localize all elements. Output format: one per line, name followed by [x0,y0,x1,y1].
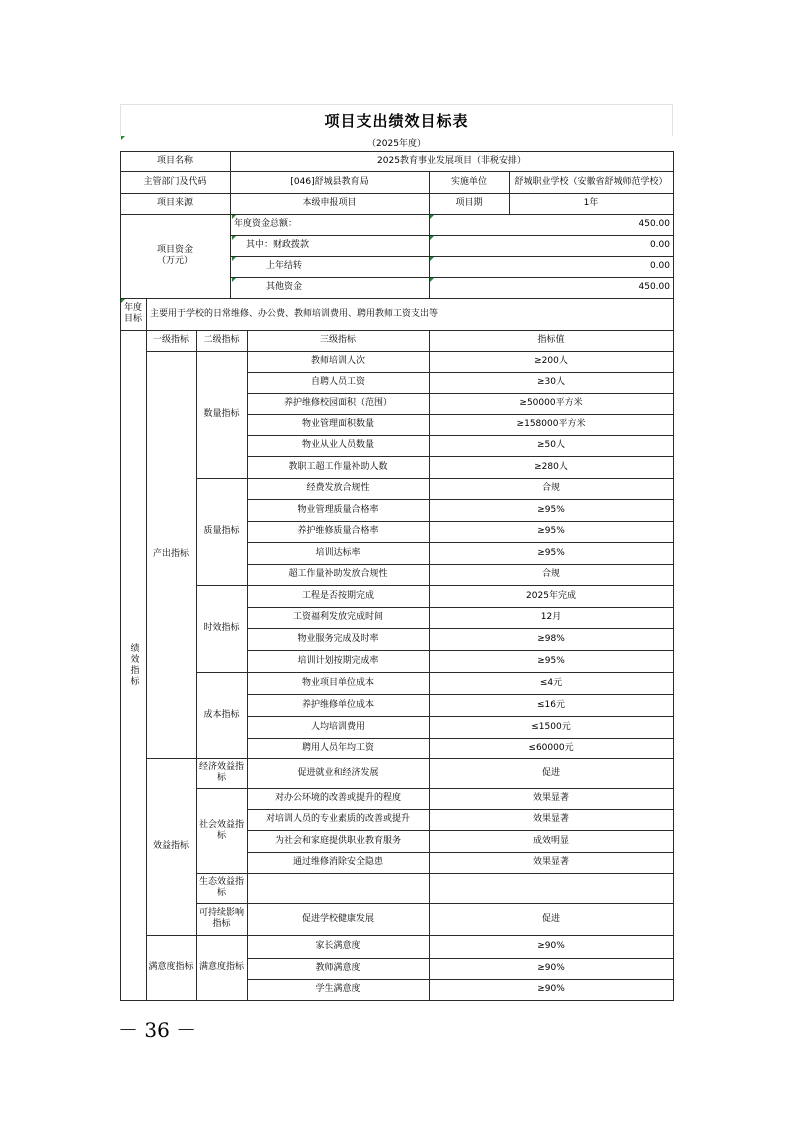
indicator-value: 合规 [541,569,560,579]
indicator-value [429,873,673,903]
grid-line [247,372,674,373]
grid-line [247,499,674,500]
indicator-name: 教师培训人次 [310,356,365,366]
indicator-value: ≥90% [537,941,565,951]
grid-line [247,330,248,1001]
comment-marker [232,236,236,240]
project-name-value: 2025教育事业发展项目（非税安排） [377,155,526,166]
grid-line [247,542,674,543]
indicator-value: ≤4元 [539,677,563,688]
indicator-name: 家长满意度 [315,941,361,951]
page-number: － 36 － [118,1018,197,1042]
grid-line [509,171,510,215]
indicator-name: 对办公环境的改善或提升的程度 [274,793,401,803]
indicator-value: ≥50人 [537,440,565,450]
indicator-value: ≥95% [537,504,565,515]
period-value: 1年 [583,198,599,208]
indicator-name: 促进就业和经济发展 [297,767,379,778]
indicator-name: 自聘人员工资 [310,377,365,387]
indicator-name: 物业从业人员数量 [301,440,374,450]
header-level3: 三级指标 [319,335,356,345]
indicator-value: ≤16元 [537,699,565,710]
grid-line [247,694,674,695]
grid-line [120,151,674,152]
comment-marker [232,215,236,219]
level1-output: 产出指标 [152,549,189,559]
grid-line [120,298,674,299]
grid-line [247,716,674,717]
indicator-name: 教师满意度 [315,963,361,973]
indicator-name: 学生满意度 [315,984,361,994]
indicator-value: ≥50000平方米 [519,398,583,408]
grid-line [230,235,674,236]
indicator-name: 养护维修质量合格率 [297,526,379,536]
grid-line [247,435,674,436]
source-value: 本级申报项目 [302,198,357,208]
indicator-name: 通过维修消除安全隐患 [292,857,383,867]
indicator-name: 超工作量补助发放合规性 [288,569,388,579]
indicator-value: 2025年完成 [526,590,576,601]
grid-line [247,478,674,479]
indicator-name: 养护维修校园面积（范围） [283,398,392,408]
indicator-name: 培训计划按期完成率 [297,655,379,666]
indicator-value: ≤60000元 [528,742,574,753]
level2-satisfaction: 满意度指标 [198,962,244,972]
indicator-value: ≤1500元 [531,721,571,732]
indicator-name: 物业管理面积数量 [301,419,374,429]
indicator-name: 物业项目单位成本 [301,677,374,688]
funds-item-label: 其中：财政拨款 [246,240,310,250]
indicator-name: 物业管理质量合格率 [297,504,379,515]
grid-line [247,873,674,874]
indicator-value: ≥95% [537,547,565,558]
level2-sustainable: 可持续影响指标 [198,908,244,929]
grid-line [247,650,674,651]
funds-item-value: 450.00 [638,282,670,292]
indicator-name: 人均培训费用 [310,721,365,732]
indicator-value: 促进 [541,767,560,778]
grid-line [429,171,430,215]
comment-marker [430,236,434,240]
level2-quality: 质量指标 [203,526,240,536]
grid-line [247,738,674,739]
project-name-label: 项目名称 [156,155,193,166]
grid-line [247,564,674,565]
year-label: （2025年度） [367,139,426,149]
indicator-value: 合规 [541,483,560,493]
comment-marker [121,136,125,140]
comment-marker [232,257,236,261]
header-level2: 二级指标 [203,335,240,345]
indicator-value: 促进 [541,913,560,924]
grid-line [120,193,674,194]
indicator-name [247,873,429,903]
source-label: 项目来源 [156,198,193,208]
grid-line [120,171,674,172]
grid-line [247,393,674,394]
funds-item-value: 0.00 [649,240,670,250]
grid-line [247,809,674,810]
grid-line [247,672,674,673]
grid-line [247,607,674,608]
level2-timeliness: 时效指标 [203,623,240,633]
grid-line [247,585,674,586]
header-level1: 一级指标 [152,335,189,345]
level2-economic: 经济效益指标 [198,762,244,783]
grid-line [120,151,121,1001]
grid-line [120,214,674,215]
indicator-name: 培训达标率 [315,547,361,558]
grid-line [120,330,674,331]
grid-line [230,256,674,257]
indicator-value: ≥95% [537,655,565,666]
indicator-value: 效果显著 [532,857,569,867]
grid-line [247,456,674,457]
grid-line [196,330,197,1001]
level1-benefit: 效益指标 [152,841,189,851]
funds-item-value: 0.00 [649,261,670,271]
grid-line [247,758,674,759]
level2-ecological: 生态效益指标 [198,877,244,898]
indicator-value: ≥158000平方米 [516,419,586,429]
funds-item-value: 450.00 [638,219,670,229]
level2-quantity: 数量指标 [203,409,240,419]
grid-line [146,351,674,352]
indicator-value: 效果显著 [532,814,569,824]
grid-line [247,903,674,904]
indicator-name: 为社会和家庭提供职业教育服务 [274,835,401,846]
comment-marker [430,257,434,261]
indicator-name: 工程是否按期完成 [301,590,374,601]
indicator-value: ≥98% [537,633,565,644]
grid-line [230,277,674,278]
comment-marker [430,278,434,282]
indicator-value: 效果显著 [532,793,569,803]
department-label: 主管部门及代码 [143,176,207,187]
indicator-name: 对培训人员的专业素质的改善或提升 [265,814,410,824]
header-value: 指标值 [537,335,565,345]
performance-indicator-label: 绩效指标 [128,643,139,687]
level2-cost: 成本指标 [203,709,240,720]
grid-line [247,788,674,789]
grid-line [247,521,674,522]
grid-line [247,1000,674,1001]
grid-line [247,414,674,415]
indicator-name: 工资福利发放完成时间 [292,612,383,622]
indicator-value: ≥90% [537,963,565,973]
indicator-value: 成效明显 [532,835,569,846]
indicator-value: ≥90% [537,984,565,994]
indicator-name: 物业服务完成及时率 [297,633,379,644]
department-value: [046]舒城县教育局 [290,176,369,187]
goal-label: 年度 目标 [123,303,142,324]
funds-item-label: 上年结转 [266,261,303,271]
table-title: 项目支出绩效目标表 [324,111,469,130]
grid-line [247,628,674,629]
level1-satisfaction: 满意度指标 [148,962,194,972]
goal-text: 主要用于学校的日常维修、办公费、教师培训费用、聘用教师工资支出等 [150,308,439,319]
indicator-value: 12月 [540,612,562,622]
funds-item-label: 年度资金总额： [234,219,298,229]
indicator-name: 促进学校健康发展 [301,913,374,924]
funds-item-label: 其他资金 [266,282,303,292]
comment-marker [121,299,125,303]
level2-social: 社会效益指标 [198,819,244,841]
grid-line [247,979,674,980]
period-label: 项目期 [455,198,483,208]
grid-line [146,298,147,1001]
indicator-value: ≥95% [537,526,565,536]
indicator-value: ≥200人 [534,356,568,366]
comment-marker [232,278,236,282]
grid-line [429,330,430,1001]
indicator-name: 经费发放合规性 [306,483,370,493]
impl-unit-label: 实施单位 [450,176,487,187]
grid-line [247,852,674,853]
grid-line [247,958,674,959]
indicator-name: 养护维修单位成本 [301,699,374,710]
indicator-name: 聘用人员年均工资 [301,742,374,753]
indicator-name: 教职工超工作量补助人数 [288,461,388,472]
grid-line [247,830,674,831]
comment-marker [430,215,434,219]
impl-unit-value: 舒城职业学校（安徽省舒城师范学校） [514,176,668,187]
indicator-value: ≥280人 [534,461,568,472]
indicator-value: ≥30人 [537,377,565,387]
funds-label: 项目资金 （万元） [156,245,193,266]
grid-line [247,935,674,936]
